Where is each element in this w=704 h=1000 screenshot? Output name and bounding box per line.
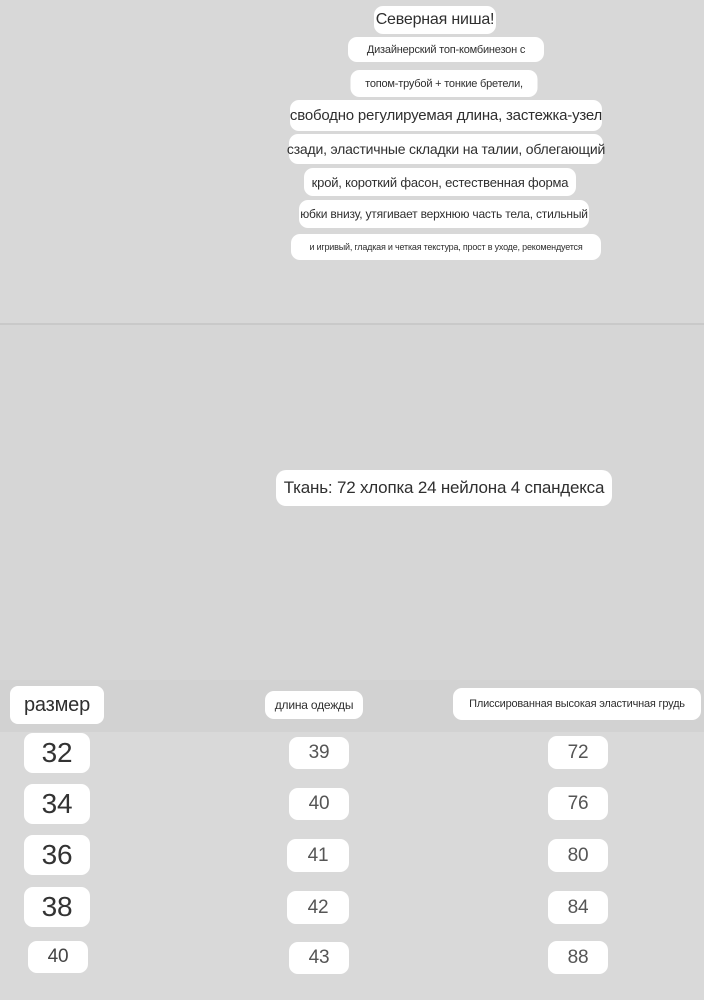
chest-cell: 72: [548, 736, 608, 769]
header-pleated-chest: Плиссированная высокая эластичная грудь: [453, 688, 701, 720]
header-size: размер: [10, 686, 104, 724]
fabric-composition: Ткань: 72 хлопка 24 нейлона 4 спандекса: [276, 470, 612, 506]
chest-cell: 88: [548, 941, 608, 974]
length-cell: 39: [289, 737, 349, 769]
size-cell: 34: [24, 784, 90, 824]
length-cell: 43: [289, 942, 349, 974]
header-garment-length: длина одежды: [265, 691, 363, 719]
description-line: сзади, эластичные складки на талии, облегающий: [289, 134, 603, 164]
size-cell: 38: [24, 887, 90, 927]
chest-cell: 76: [548, 787, 608, 820]
length-cell: 41: [287, 839, 349, 872]
description-line: крой, короткий фасон, естественная форма: [304, 168, 576, 196]
description-line: юбки внизу, утягивает верхнюю часть тела, стильный: [299, 200, 589, 228]
length-cell: 42: [287, 891, 349, 924]
size-cell: 40: [28, 941, 88, 973]
description-line: топом-трубой + тонкие бретели,: [351, 70, 538, 97]
chest-cell: 84: [548, 891, 608, 924]
length-cell: 40: [289, 788, 349, 820]
size-cell: 36: [24, 835, 90, 875]
description-title: Северная ниша!: [374, 6, 496, 34]
description-line: и игривый, гладкая и четкая текстура, прост в уходе, рекомендуется: [291, 234, 601, 260]
chest-cell: 80: [548, 839, 608, 872]
size-cell: 32: [24, 733, 90, 773]
description-line: свободно регулируемая длина, застежка-узел: [290, 100, 602, 131]
description-line: Дизайнерский топ-комбинезон с: [348, 37, 544, 62]
